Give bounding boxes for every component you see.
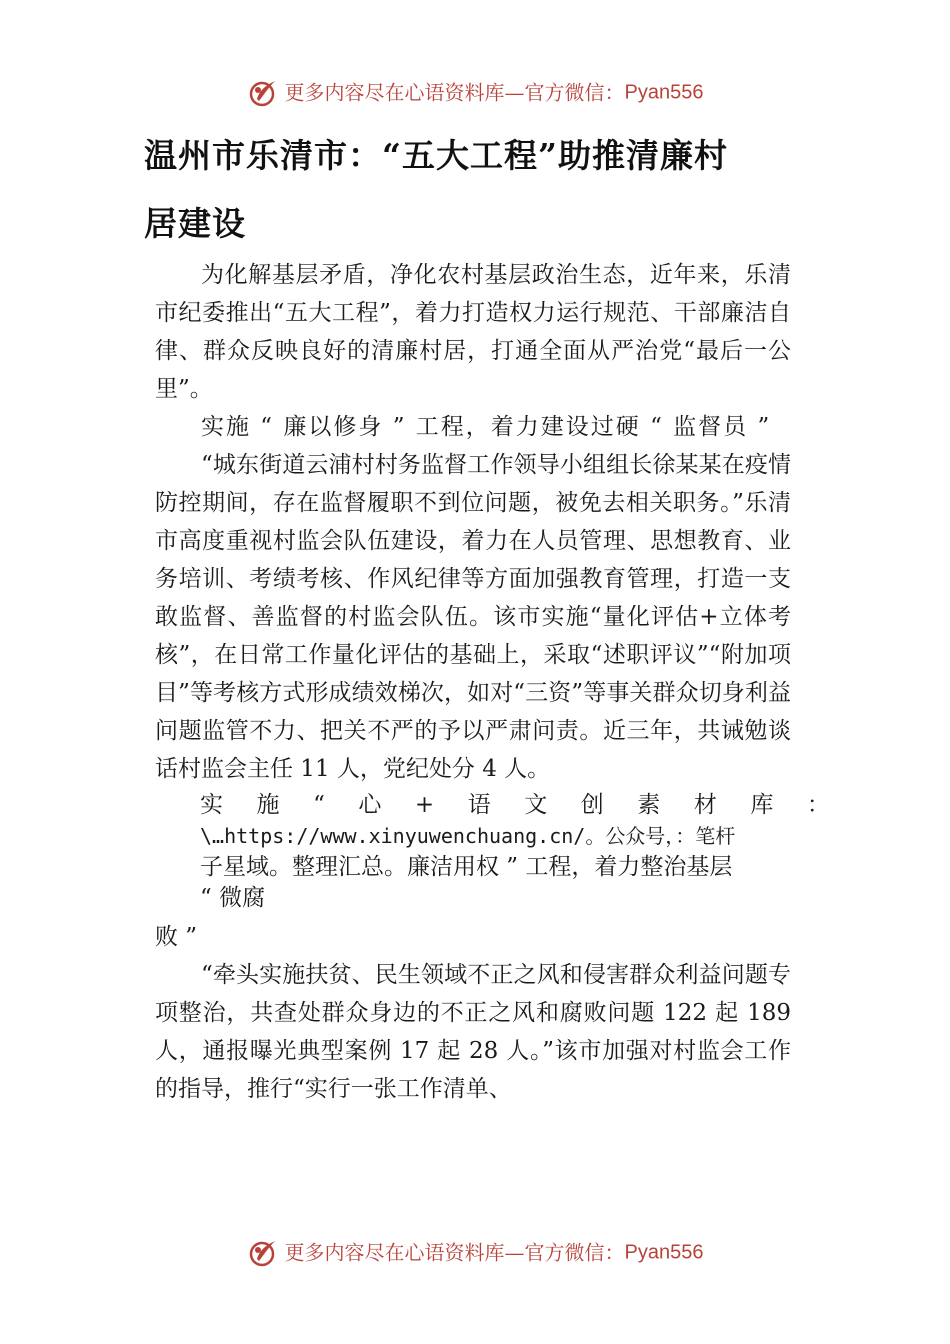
paragraph-intro: 为化解基层矛盾，净化农村基层政治生态，近年来，乐清市纪委推出“五大工程”，着力打造权力运行规范、干部廉洁自律、群众反映良好的清廉村居，打通全面从严治党“最后一公里”。 — [155, 262, 791, 402]
heading-2-url-line: \…https://www.xinyuwenchuang.cn/。公众号，：笔杆 — [200, 824, 736, 848]
watermark-text: 更多内容尽在心语资料库—官方微信： — [284, 1240, 625, 1265]
heading-2-spaced-line — [200, 790, 830, 821]
heading-char: 素 — [637, 792, 661, 818]
heading-char: 库 — [750, 792, 774, 818]
xinyu-logo-icon — [247, 1237, 279, 1269]
watermark-bottom — [0, 1236, 950, 1269]
heading-char: 心 — [358, 792, 382, 818]
section-heading-2 — [200, 790, 840, 914]
heading-char: ： — [806, 792, 830, 818]
heading-char: 施 — [256, 792, 280, 818]
watermark-top — [0, 76, 950, 109]
section-heading-1: 实施 “ 廉以修身 ” 工程，着力建设过硬 “ 监督员 ” — [201, 414, 772, 440]
heading-char: 创 — [580, 792, 604, 818]
watermark-id: Pyan556 — [624, 81, 704, 104]
title-line-2: 居建设 — [144, 204, 246, 243]
paragraph-supervisors: “城东街道云浦村村务监督工作领导小组组长徐某某在疫情防控期间，存在监督履职不到位问题，被免去相关职务。”乐清市高度重视村监会队伍建设，着力在人员管理、思想教育、业务培训、考绩考核、作风纪律等方面加强教育管理，打造一支敢监督、善监督的村监会队伍。该市实施“量化评估+立体考核”，在日常工作量化评估的基础上，采取“述职评议”“附加项目”等考核方式形成绩效梯次，如对“三资”等事关群众切身利益问题监管不力、把关不严的予以严肃问责。近三年，共诫勉谈话村监会主任 11 人，党纪处分 4 人。 — [155, 452, 791, 782]
heading-char: “ — [313, 792, 325, 818]
heading-char: + — [414, 792, 435, 818]
heading-2-line-4: “ 微腐 — [200, 885, 266, 911]
heading-char: 文 — [524, 792, 548, 818]
heading-2-line-5: 败 ” — [155, 924, 198, 950]
title-line-1: 温州市乐清市：“五大工程”助推清廉村 — [144, 136, 728, 175]
heading-char: 材 — [693, 792, 717, 818]
heading-char: 语 — [467, 792, 491, 818]
heading-char: 实 — [200, 792, 223, 818]
article-title — [144, 122, 814, 258]
article-body — [155, 256, 830, 1108]
watermark-id: Pyan556 — [624, 1241, 704, 1264]
xinyu-logo-icon — [247, 77, 279, 109]
watermark-text: 更多内容尽在心语资料库—官方微信： — [284, 80, 625, 105]
paragraph-corruption: “牵头实施扶贫、民生领域不正之风和侵害群众利益问题专项整治，共查处群众身边的不正之风和腐败问题 122 起 189 人，通报曝光典型案例 17 起 28 人。”该市加强对村监会工作的指导，推行“实行一张工作清单、 — [155, 962, 791, 1102]
heading-2-line-3: 子星域。整理汇总。廉洁用权 ” 工程，着力整治基层 — [200, 854, 733, 880]
